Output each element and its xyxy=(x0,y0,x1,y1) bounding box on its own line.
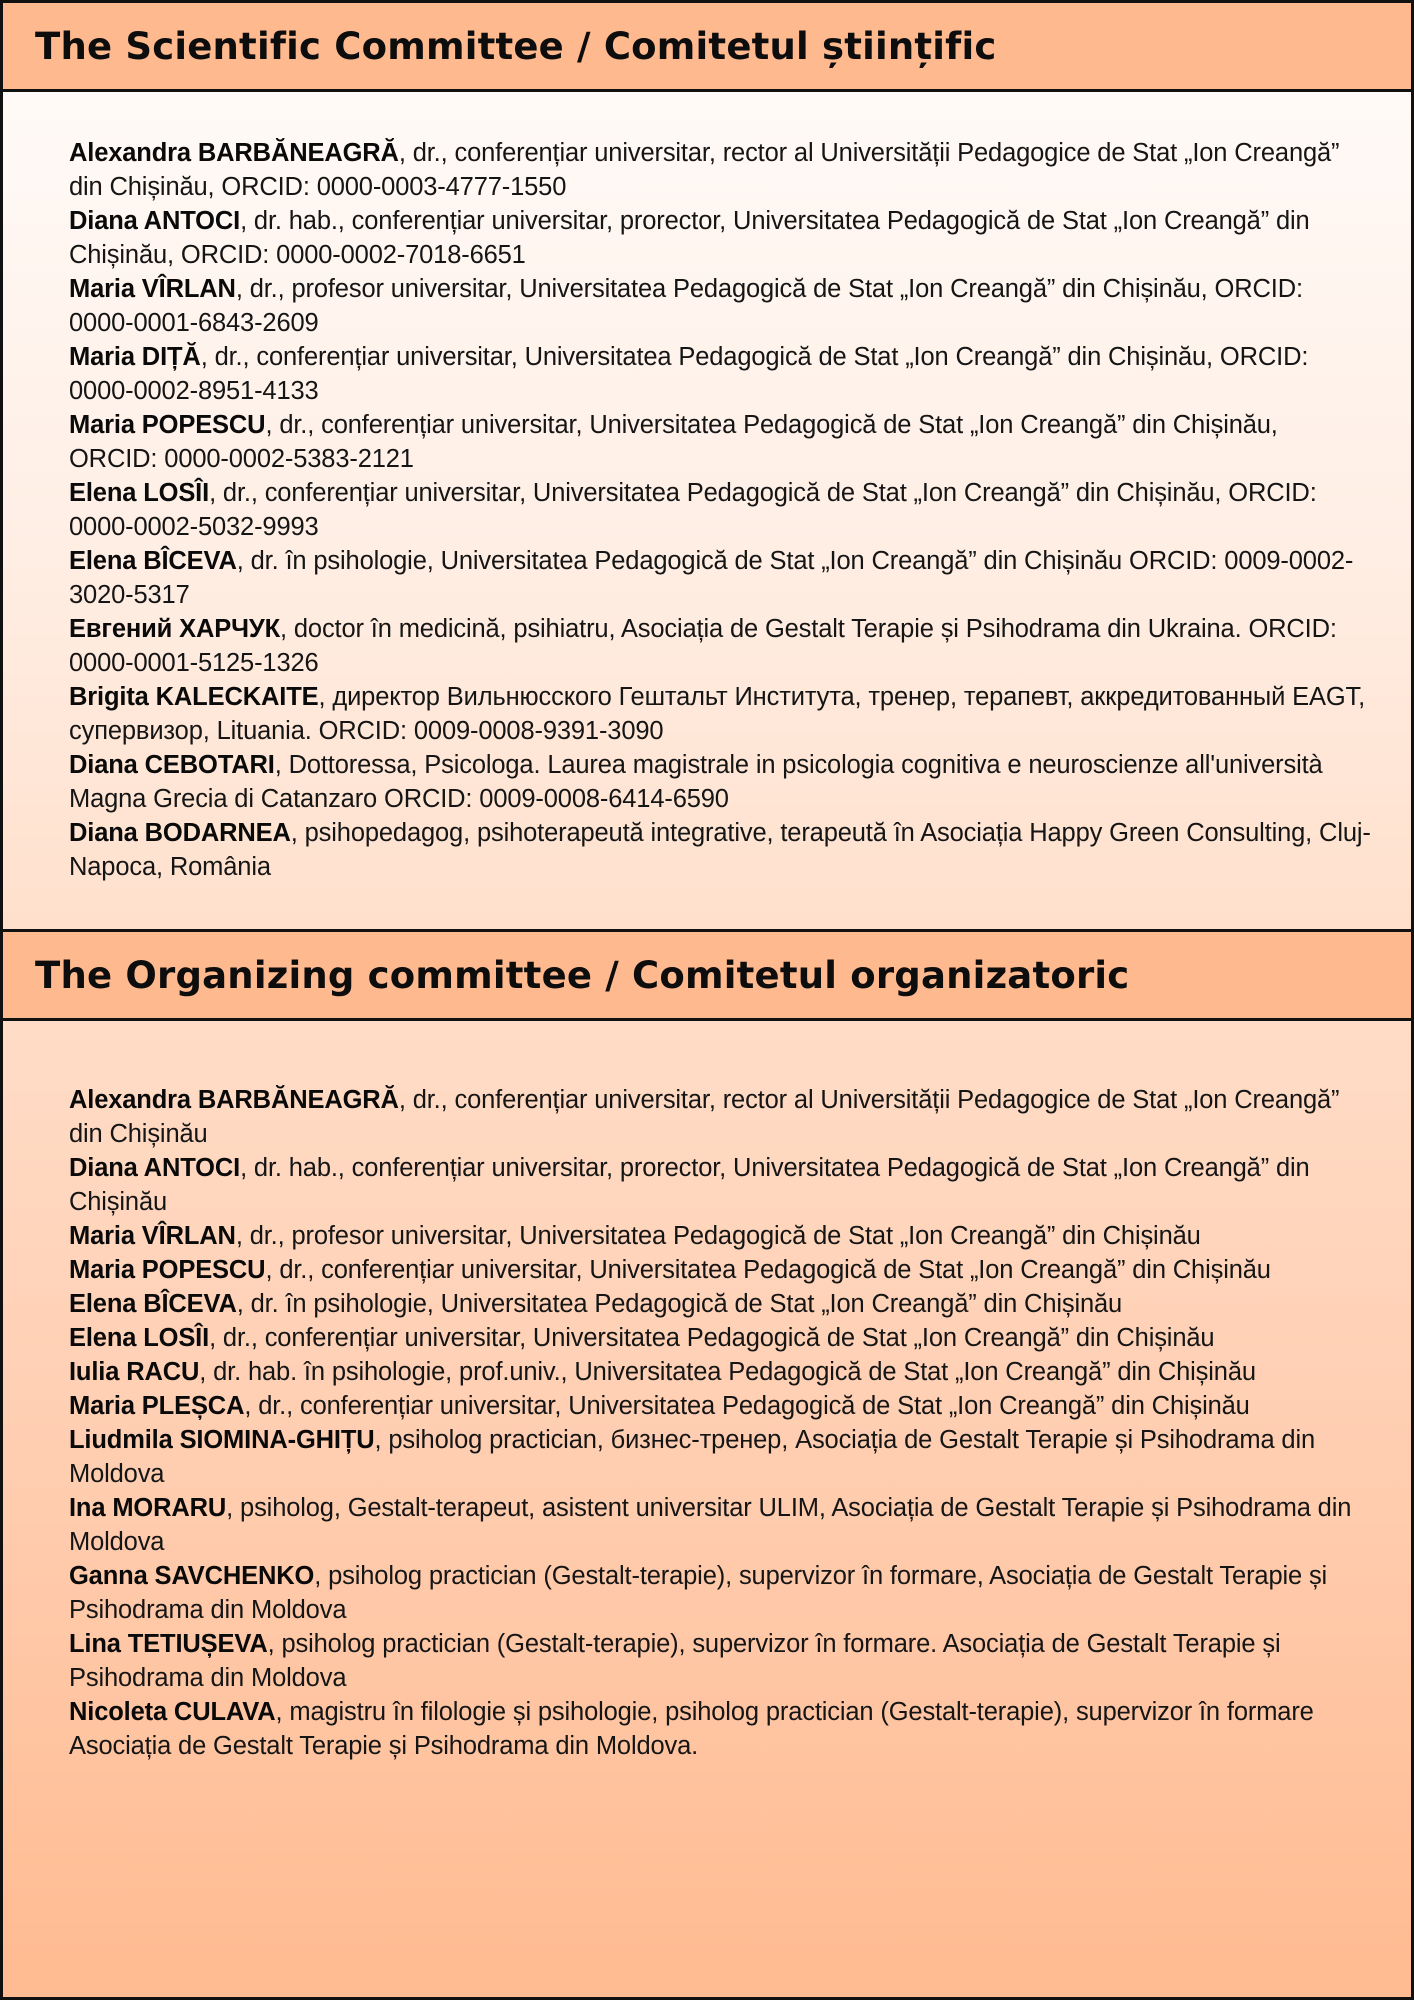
member-entry xyxy=(69,1695,1371,1763)
member-details: , Dottoressa, Psicologa. Laurea magistrale in psicologia cognitiva e neuroscienze all'università Magna Grecia di Catanzaro ORCID: 0009-0008-6414-6590 xyxy=(69,751,1323,813)
member-name: Elena LOSÎI xyxy=(69,1324,210,1352)
member-details: , psiholog practician (Gestalt-terapie), supervizor în formare, Asociația de Gestalt Terapie și Psihodrama din Moldova xyxy=(69,1562,1328,1624)
member-entry xyxy=(69,408,1371,476)
member-name: Diana BODARNEA xyxy=(69,819,291,847)
member-entry xyxy=(69,1287,1371,1321)
member-entry xyxy=(69,748,1371,816)
member-details: , dr., conferențiar universitar, Universitatea Pedagogică de Stat „Ion Creangă” din Chișinău xyxy=(244,1392,1250,1420)
member-name: Liudmila SIOMINA-GHIȚU xyxy=(69,1426,375,1454)
member-name: Ganna SAVCHENKO xyxy=(69,1562,315,1590)
organizing-committee-list xyxy=(3,1021,1411,1991)
member-entry xyxy=(69,612,1371,680)
member-name: Maria POPESCU xyxy=(69,1256,266,1284)
member-entry xyxy=(69,1627,1371,1695)
member-entry xyxy=(69,1253,1371,1287)
member-entry xyxy=(69,1389,1371,1423)
member-entry xyxy=(69,544,1371,612)
member-details: , magistru în filologie și psihologie, psiholog practician (Gestalt-terapie), supervizor în formare Asociația de Gestalt Terapie și Psihodrama din Moldova. xyxy=(69,1698,1314,1760)
member-name: Maria VÎRLAN xyxy=(69,1222,236,1250)
scientific-committee-header xyxy=(3,3,1411,92)
member-details: , psihopedagog, psihoterapeută integrative, terapeută în Asociația Happy Green Consulting, Cluj-Napoca, România xyxy=(69,819,1371,881)
member-entry xyxy=(69,1559,1371,1627)
member-details: , dr. hab. în psihologie, prof.univ., Universitatea Pedagogică de Stat „Ion Creangă” din Chișinău xyxy=(199,1358,1256,1386)
member-entry xyxy=(69,680,1371,748)
member-details: , dr. hab., conferențiar universitar, prorector, Universitatea Pedagogică de Stat „Ion Creangă” din Chișinău, ORCID: 0000-0002-7018-6651 xyxy=(69,207,1310,269)
member-entry xyxy=(69,1321,1371,1355)
member-name: Diana CEBOTARI xyxy=(69,751,275,779)
member-details: , dr., conferențiar universitar, Universitatea Pedagogică de Stat „Ion Creangă” din Chișinău xyxy=(209,1324,1215,1352)
member-details: , dr. hab., conferențiar universitar, prorector, Universitatea Pedagogică de Stat „Ion Creangă” din Chișinău xyxy=(69,1154,1310,1216)
member-details: , dr. în psihologie, Universitatea Pedagogică de Stat „Ion Creangă” din Chișinău xyxy=(236,1290,1123,1318)
member-details: , psiholog practician (Gestalt-terapie), supervizor în formare. Asociația de Gestalt Terapie și Psihodrama din Moldova xyxy=(69,1630,1281,1692)
member-entry xyxy=(69,136,1371,204)
member-details: , dr., conferențiar universitar, Universitatea Pedagogică de Stat „Ion Creangă” din Chișinău, ORCID: 0000-0002-8951-4133 xyxy=(69,343,1309,405)
member-name: Iulia RACU xyxy=(69,1358,200,1386)
section-title: The Scientific Committee / Comitetul științific xyxy=(35,24,997,68)
member-entry xyxy=(69,204,1371,272)
member-details: , dr., conferențiar universitar, Universitatea Pedagogică de Stat „Ion Creangă” din Chișinău, ORCID: 0000-0002-5032-9993 xyxy=(69,479,1317,541)
member-details: , директор Вильнюсского Гештальт Института, тренер, терапевт, аккредитованный EAGT, супервизор, Lituania. ORCID: 0009-0008-9391-3090 xyxy=(69,683,1366,745)
member-details: , dr. în psihologie, Universitatea Pedagogică de Stat „Ion Creangă” din Chișinău ORCID: 0009-0002-3020-5317 xyxy=(69,547,1354,609)
section-title: The Organizing committee / Comitetul organizatoric xyxy=(35,953,1130,997)
member-name: Diana ANTOCI xyxy=(69,1154,241,1182)
member-details: , dr., conferențiar universitar, rector al Universității Pedagogice de Stat „Ion Creangă” din Chișinău xyxy=(69,1086,1340,1148)
member-entry xyxy=(69,272,1371,340)
member-details: , dr., conferențiar universitar, Universitatea Pedagogică de Stat „Ion Creangă” din Chișinău, ORCID: 0000-0002-5383-2121 xyxy=(69,411,1278,473)
member-entry xyxy=(69,816,1371,884)
member-name: Maria VÎRLAN xyxy=(69,275,236,303)
scientific-committee-section xyxy=(3,3,1411,929)
member-details: , psiholog practician, бизнес-тренер, Asociația de Gestalt Terapie și Psihodrama din Moldova xyxy=(69,1426,1315,1488)
member-entry xyxy=(69,1423,1371,1491)
member-name: Евгений ХАРЧУК xyxy=(69,615,281,643)
member-name: Maria PLEȘCA xyxy=(69,1392,245,1420)
member-name: Brigita KALECKAITE xyxy=(69,683,319,711)
member-details: , dr., profesor universitar, Universitatea Pedagogică de Stat „Ion Creangă” din Chișinău, ORCID: 0000-0001-6843-2609 xyxy=(69,275,1303,337)
member-name: Elena BÎCEVA xyxy=(69,547,237,575)
member-details: , dr., profesor universitar, Universitatea Pedagogică de Stat „Ion Creangă” din Chișinău xyxy=(235,1222,1201,1250)
member-name: Alexandra BARBĂNEAGRĂ xyxy=(69,139,399,167)
scientific-committee-list xyxy=(3,92,1411,929)
organizing-committee-header xyxy=(3,929,1411,1021)
member-details: , doctor în medicină, psihiatru, Asociația de Gestalt Terapie și Psihodrama din Ukraina. ORCID: 0000-0001-5125-1326 xyxy=(69,615,1337,677)
member-name: Nicoleta CULAVA xyxy=(69,1698,276,1726)
member-name: Elena LOSÎI xyxy=(69,479,210,507)
member-name: Maria POPESCU xyxy=(69,411,266,439)
member-details: , psiholog, Gestalt-terapeut, asistent universitar ULIM, Asociația de Gestalt Terapie și Psihodrama din Moldova xyxy=(69,1494,1352,1556)
member-name: Elena BÎCEVA xyxy=(69,1290,237,1318)
member-entry xyxy=(69,1219,1371,1253)
member-name: Alexandra BARBĂNEAGRĂ xyxy=(69,1086,399,1114)
member-details: , dr., conferențiar universitar, Universitatea Pedagogică de Stat „Ion Creangă” din Chișinău xyxy=(265,1256,1271,1284)
member-entry xyxy=(69,476,1371,544)
member-entry xyxy=(69,1083,1371,1151)
member-entry xyxy=(69,1355,1371,1389)
member-name: Diana ANTOCI xyxy=(69,207,241,235)
member-entry xyxy=(69,1491,1371,1559)
organizing-committee-section xyxy=(3,929,1411,1991)
member-name: Maria DIȚĂ xyxy=(69,343,201,371)
member-name: Lina TETIUȘEVA xyxy=(69,1630,268,1658)
member-details: , dr., conferențiar universitar, rector al Universității Pedagogice de Stat „Ion Creangă” din Chișinău, ORCID: 0000-0003-4777-1550 xyxy=(69,139,1340,201)
member-entry xyxy=(69,1151,1371,1219)
member-name: Ina MORARU xyxy=(69,1494,227,1522)
member-entry xyxy=(69,340,1371,408)
